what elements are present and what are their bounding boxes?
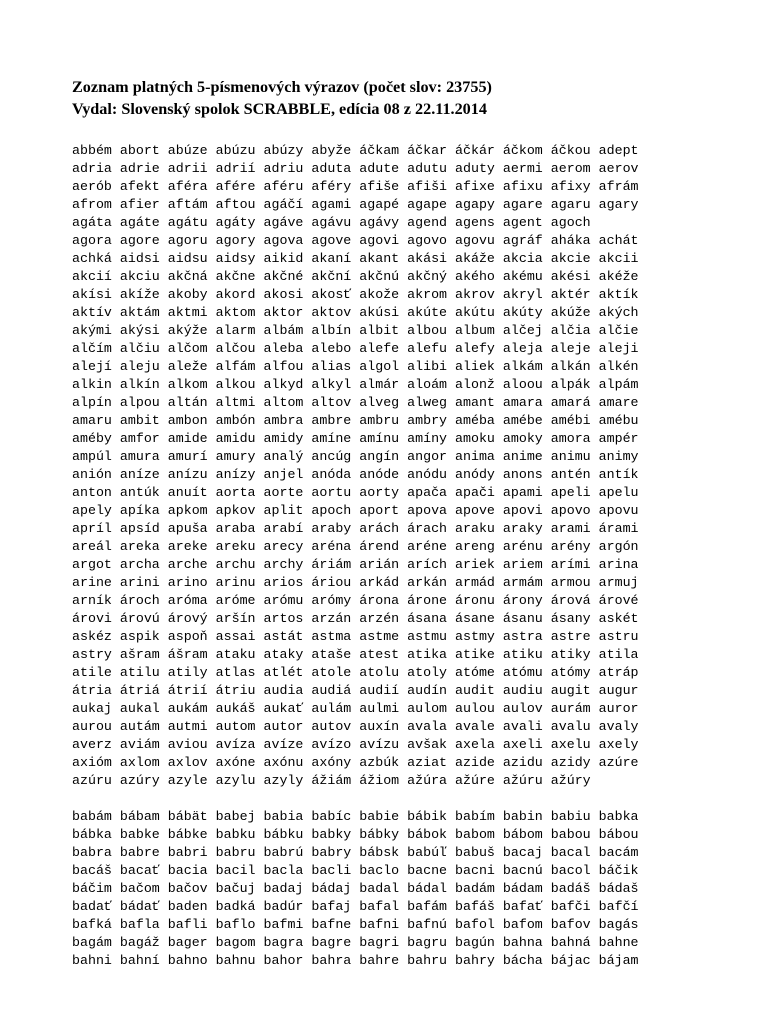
word-group-b bbox=[72, 808, 722, 970]
word-row: aukaj aukal aukám aukáš aukať aulám aulmi aulom aulou aulov aurám auror bbox=[72, 701, 639, 716]
word-row: árovi árovú árový aršín artos arzán arzén ásana ásane ásanu ásany askét bbox=[72, 611, 639, 626]
word-row: alpín alpou altán altmi altom altov alveg alweg amant amara amará amare bbox=[72, 395, 639, 410]
word-list-page bbox=[72, 76, 722, 970]
word-row: améby amfor amide amidu amidy amíne amínu amíny amoku amoky amora ampér bbox=[72, 431, 639, 446]
word-row: argot archa arche archu archy áriám arián arích ariek ariem arími arina bbox=[72, 557, 639, 572]
word-row: adria adrie adrii adrií adriu aduta adute adutu aduty aermi aerom aerov bbox=[72, 161, 639, 176]
word-row: bafká bafla bafli baflo bafmi bafne bafni bafnú bafol bafom bafov bagás bbox=[72, 917, 639, 932]
word-row: bacáš bacať bacia bacil bacla bacli baclo bacne bacni bacnú bacol báčik bbox=[72, 863, 639, 878]
word-row: bábka babke bábke babku bábku babky bábky bábok babom bábom babou bábou bbox=[72, 827, 639, 842]
word-row: átria átriá átrií átriu audia audiá audií audín audit audiu augit augur bbox=[72, 683, 639, 698]
word-row: amaru ambit ambon ambón ambra ambre ambru ambry améba amébe amébi amébu bbox=[72, 413, 639, 428]
word-row: askéz aspik aspoň assai astát astma astme astmu astmy astra astre astru bbox=[72, 629, 639, 644]
word-row: aurou autám autmi autom autor autov auxín avala avale avali avalu avaly bbox=[72, 719, 639, 734]
word-row: alejí aleju aleže alfám alfou alias algol alibi aliek alkám alkán alkén bbox=[72, 359, 639, 374]
word-row: astry ašram ášram ataku ataky ataše atest atika atike atiku atiky atila bbox=[72, 647, 639, 662]
document-header bbox=[72, 76, 722, 120]
document-title: Zoznam platných 5-písmenových výrazov (počet slov: 23755) bbox=[72, 78, 492, 96]
word-row: anton antúk anuít aorta aorte aortu aorty apača apači apami apeli apelu bbox=[72, 485, 639, 500]
word-row: agáta agáte agátu agáty agáve agávu agávy agend agens agent agoch bbox=[72, 215, 591, 230]
word-row: azúru azúry azyle azylu azyly ážiám ážiom ažúra ažúre ažúru ažúry bbox=[72, 773, 591, 788]
word-row: aerób afekt aféra afére aféru aféry afiše afiši afixe afixu afixy afrám bbox=[72, 179, 639, 194]
word-row: apríl apsíd apuša araba arabí araby arách árach araku araky arami árami bbox=[72, 521, 639, 536]
word-row: agora agore agoru agory agova agove agovi agovo agovu agráf aháka achát bbox=[72, 233, 639, 248]
word-row: alčím alčiu alčom alčou aleba alebo alefe alefu alefy aleja aleje aleji bbox=[72, 341, 639, 356]
word-row: arník ároch aróma aróme arómu arómy árona árone áronu árony árová árové bbox=[72, 593, 639, 608]
word-row: bagám bagáž bager bagom bagra bagre bagri bagru bagún bahna bahná bahne bbox=[72, 935, 639, 950]
word-row: atile atilu atily atlas atlét atole atolu atoly atóme atómu atómy atráp bbox=[72, 665, 639, 680]
word-row: averz aviám aviou avíza avíze avízo avízu avšak axela axeli axelu axely bbox=[72, 737, 639, 752]
word-row: apely apíka apkom apkov aplit apoch aport apova apove apovi apovo apovu bbox=[72, 503, 639, 518]
word-row: ampúl amura amurí amury analý ancúg angín angor anima anime animu animy bbox=[72, 449, 639, 464]
word-row: alkin alkín alkom alkou alkyd alkyl almár aloám alonž aloou alpák alpám bbox=[72, 377, 639, 392]
word-row: areál areka areke areku arecy aréna árend aréne areng arénu arény argón bbox=[72, 539, 639, 554]
word-row: axióm axlom axlov axóne axónu axóny azbúk aziat azide azidu azidy azúre bbox=[72, 755, 639, 770]
word-row: abbém abort abúze abúzu abúzy abyže áčkam áčkar áčkár áčkom áčkou adept bbox=[72, 143, 639, 158]
word-row: akcií akciu akčná akčne akčné akční akčnú akčný akého akému akési akéže bbox=[72, 269, 639, 284]
word-row: aktív aktám aktmi aktom aktor aktov akúsi akúte akútu akúty akúže akých bbox=[72, 305, 639, 320]
word-row: babra babre babri babru babrú babry bábsk babúľ babuš bacaj bacal bacám bbox=[72, 845, 639, 860]
word-row: afrom afier aftám aftou agáčí agami agapé agape agapy agare agaru agary bbox=[72, 197, 639, 212]
document-publisher: Vydal: Slovenský spolok SCRABBLE, edícia 08 z 22.11.2014 bbox=[72, 100, 487, 118]
word-row: anión aníze anízu anízy anjel anóda anóde anódu anódy anons antén antík bbox=[72, 467, 639, 482]
word-row: akými akýsi akýže alarm albám albín albit albou album alčej alčia alčie bbox=[72, 323, 639, 338]
word-group-a bbox=[72, 142, 722, 790]
word-row: arine arini arino arinu arios áriou arkád arkán armád armám armou armuj bbox=[72, 575, 639, 590]
word-row: bahni bahní bahno bahnu bahor bahra bahre bahru bahry bácha bájac bájam bbox=[72, 953, 639, 968]
word-row: báčim bačom bačov bačuj badaj bádaj badal bádal badám bádam badáš bádaš bbox=[72, 881, 639, 896]
word-row: achká aidsi aidsu aidsy aikid akaní akant akási akáže akcia akcie akcii bbox=[72, 251, 639, 266]
word-row: badať bádať baden badká badúr bafaj bafal bafám bafáš bafať bafči bafčí bbox=[72, 899, 639, 914]
word-row: babám bábam bábät babej babia babíc babie bábik babím babin babiu babka bbox=[72, 809, 639, 824]
word-row: akísi akíže akoby akord akosi akosť akože akrom akrov akryl aktér aktík bbox=[72, 287, 639, 302]
